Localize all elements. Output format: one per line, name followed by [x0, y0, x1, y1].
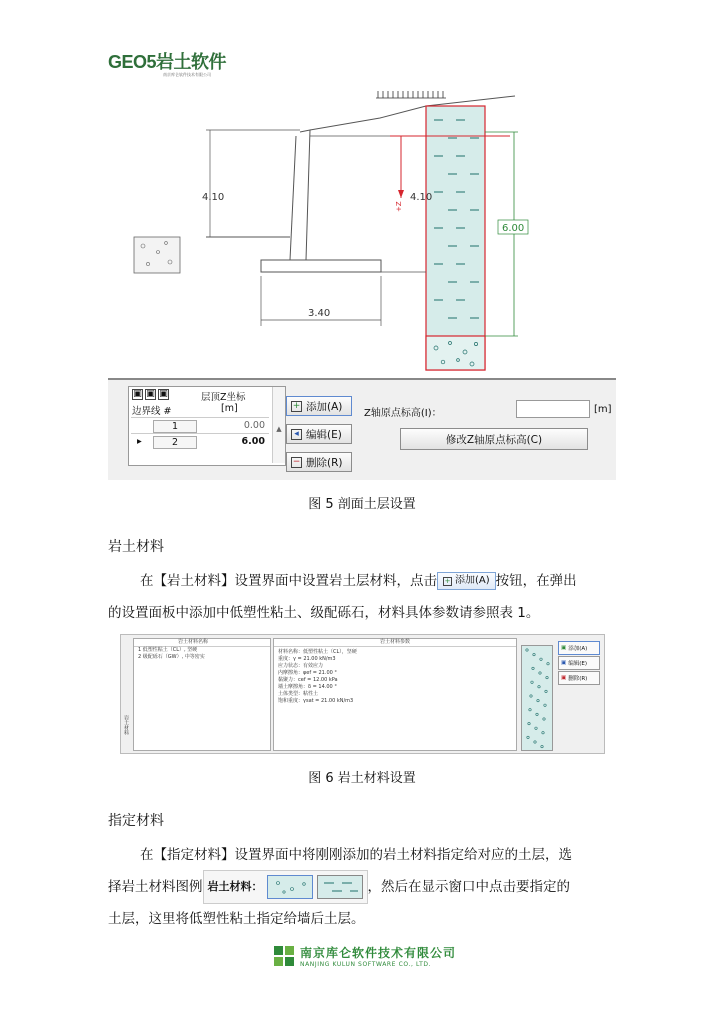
detail-line: 黏聚力：cef = 12.00 kPa [278, 677, 338, 683]
add-button[interactable] [286, 396, 352, 416]
material-item[interactable]: 1 低塑性粘土（CL）, 坚硬 [138, 647, 198, 653]
add-icon: + [444, 576, 451, 585]
inline-add-label: 添加(A) [455, 575, 490, 586]
fig6-side-label: 岩土材料 [123, 715, 129, 735]
fig6-screenshot [120, 634, 605, 754]
add-icon: + [292, 400, 301, 411]
material-pattern-preview [521, 645, 553, 751]
edit-icon: ◂ [291, 429, 302, 440]
gravel-pattern-icon [522, 646, 552, 750]
left-gravel-block [134, 237, 180, 273]
detail-line: 饱和重度：γsat = 21.00 kN/m3 [278, 698, 354, 704]
col-header-z: 层顶Z坐标 [201, 392, 246, 403]
table-scrollbar[interactable] [272, 387, 285, 463]
table-paste-icon[interactable]: ▣ [146, 389, 155, 399]
section1-paragraph-line2: 的设置面板中添加中低塑性粘土、级配砾石，材料具体参数请参照表 1。 [108, 605, 540, 621]
fig5-drawing [110, 90, 616, 378]
material-legend [203, 870, 368, 904]
detail-line: 应力状态：有效应力 [278, 663, 324, 669]
section2-paragraph-line2 [108, 870, 570, 904]
company-logo-icon [274, 946, 294, 966]
table-row[interactable] [131, 417, 269, 433]
layer-panel [108, 378, 616, 480]
section2-paragraph-line1: 在【指定材料】设置界面中将刚刚添加的岩土材料指定给对应的土层，选 [140, 847, 572, 863]
fig5-caption: 图 5 剖面土层设置 [308, 497, 416, 512]
section-title-assign: 指定材料 [108, 813, 164, 829]
section2-text-b: 择岩土材料图例 [108, 879, 203, 895]
table-row[interactable] [131, 433, 269, 449]
dim-bottom-label: 3.40 [308, 308, 331, 319]
soil-column [426, 106, 485, 370]
material-list-header: 岩土材料名称 [134, 639, 270, 647]
row-id: 1 [153, 420, 197, 433]
edit-icon: ▣ [561, 660, 567, 666]
detail-line: 土体类型：粘性土 [278, 691, 319, 697]
row-z: 0.00 [243, 420, 265, 431]
layer-table [128, 386, 286, 466]
dim-left-label: 4.10 [202, 192, 225, 203]
fig6-side-tab [122, 637, 132, 749]
detail-line: 材料名称：低塑性粘土（CL），坚硬 [278, 649, 357, 655]
legend-label: 岩土材料： [207, 880, 263, 893]
scroll-up-icon[interactable]: ▲ [276, 425, 282, 433]
table-export-icon[interactable]: ▣ [159, 389, 168, 399]
delete-button[interactable] [286, 452, 352, 472]
logo-subtitle: 南京库仑软件技术有限公司 [163, 72, 211, 77]
row-pointer-icon: ▸ [137, 436, 142, 447]
fig6-add-label: 添加(A) [568, 646, 588, 652]
inline-add-button [437, 572, 496, 590]
gravel-legend-icon[interactable] [267, 875, 313, 899]
z-origin-label: Z轴原点标高(I)： [364, 408, 442, 419]
add-icon: ▣ [561, 645, 567, 651]
col-header-boundary: 边界线 # [132, 406, 172, 417]
section1-text-b: 按钮，在弹出 [495, 573, 577, 589]
section2-paragraph-line3: 土层，这里将低塑性粘土指定给墙后土层。 [108, 911, 365, 927]
footer-company-cn: 南京库仑软件技术有限公司 [300, 946, 457, 960]
section1-paragraph-line1 [140, 566, 577, 596]
section1-text-a: 在【岩土材料】设置界面中设置岩土层材料，点击 [140, 573, 437, 589]
material-detail [273, 638, 517, 751]
detail-line: 内摩擦角：φef = 21.00 ° [278, 670, 337, 676]
table-toolbar [132, 389, 169, 400]
gravel-layer [426, 336, 485, 370]
delete-icon: ▣ [561, 675, 567, 681]
fig6-edit-label: 编辑(E) [568, 661, 587, 667]
row-z: 6.00 [241, 436, 265, 447]
add-button-label: 添加(A) [306, 400, 343, 413]
edit-button[interactable] [286, 424, 352, 444]
delete-button-label: 删除(R) [306, 456, 343, 469]
delete-icon: − [292, 456, 301, 467]
section2-text-c: ，然后在显示窗口中点击要指定的 [367, 879, 570, 895]
detail-lines [274, 647, 516, 707]
logo-text: GEO5岩土软件 [108, 52, 227, 72]
col-header-unit: [m] [221, 403, 238, 414]
surcharge-arrows-icon [376, 91, 446, 98]
z-origin-input[interactable] [516, 400, 590, 418]
fig6-delete-button[interactable] [558, 671, 600, 685]
dim-right-label: 6.00 [502, 223, 525, 234]
clay-legend-icon[interactable] [317, 875, 363, 899]
fig6-add-button[interactable] [558, 641, 600, 655]
edit-button-label: 编辑(E) [306, 428, 342, 441]
detail-line: 重度：γ = 21.00 kN/m3 [278, 656, 336, 662]
fig6-edit-button[interactable] [558, 656, 600, 670]
row-id: 2 [153, 436, 197, 449]
header-logo [108, 48, 226, 78]
modify-z-origin-button[interactable]: 修改Z轴原点标高(C) [400, 428, 588, 450]
footer-company-en: NANJING KULUN SOFTWARE CO., LTD. [300, 961, 432, 968]
fig6-caption: 图 6 岩土材料设置 [308, 771, 416, 786]
section-title-materials: 岩土材料 [108, 539, 164, 555]
table-copy-icon[interactable]: ▣ [133, 389, 142, 399]
z-origin-unit: [m] [594, 404, 612, 415]
detail-line: 墙土摩擦角：δ = 14.00 ° [278, 684, 337, 690]
fig6-delete-label: 删除(R) [568, 676, 588, 682]
z-axis-label: +Z [395, 201, 403, 212]
dim-mid-label: 4.10 [410, 192, 433, 203]
material-item[interactable]: 2 级配砾石（GW）, 中等密实 [138, 654, 205, 660]
detail-title: 岩土材料参数 [274, 639, 516, 647]
material-list [133, 638, 271, 751]
footer-logo [274, 944, 456, 968]
